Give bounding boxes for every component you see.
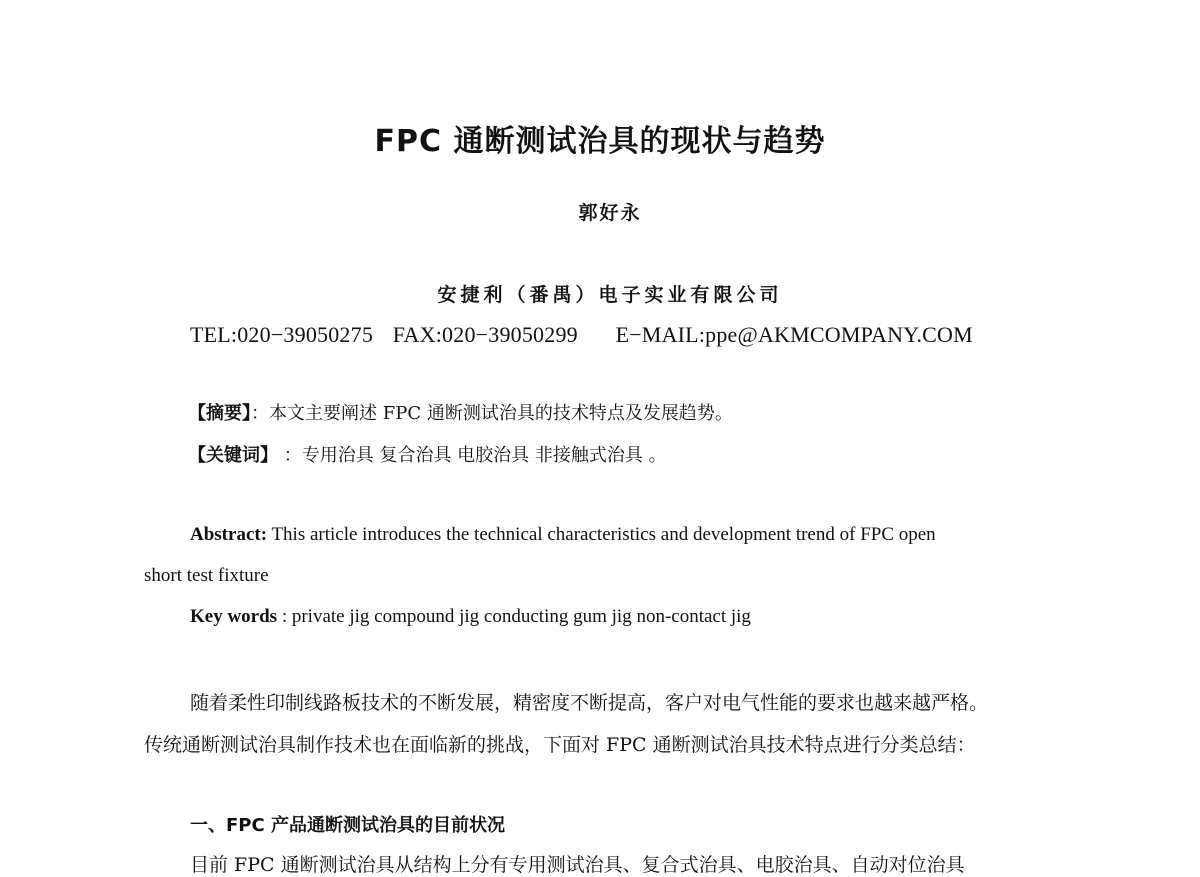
section-first-line: 目前 FPC 通断测试治具从结构上分有专用测试治具、复合式治具、电胶治具、自动对位治具	[190, 854, 965, 876]
company-name: 安捷利（番禺）电子实业有限公司	[437, 284, 783, 306]
contact-email: E−MAIL:ppe@AKMCOMPANY.COM	[615, 322, 973, 347]
body-paragraph-line1: 随着柔性印制线路板技术的不断发展，精密度不断提高，客户对电气性能的要求也越来越严格。	[190, 692, 989, 714]
keywords-cn	[188, 441, 667, 467]
keywords-en-text: : private jig compound jig conducting gum jig non-contact jig	[277, 606, 751, 627]
keywords-cn-label: 【关键词】	[188, 445, 278, 466]
abstract-cn-text: ：本文主要阐述 FPC 通断测试治具的技术特点及发展趋势。	[251, 403, 733, 424]
abstract-en	[190, 524, 936, 546]
abstract-en-line1: This article introduces the technical characteristics and development trend of FPC open	[267, 524, 936, 545]
contact-tel: TEL:020−39050275	[190, 322, 374, 347]
abstract-cn	[188, 399, 733, 425]
abstract-en-label: Abstract:	[190, 524, 268, 545]
keywords-cn-text: ：专用治具 复合治具 电胶治具 非接触式治具 。	[278, 445, 667, 466]
keywords-en-label: Key words	[190, 606, 278, 627]
abstract-cn-label: 【摘要】	[188, 403, 251, 424]
author-name: 郭好永	[578, 202, 642, 224]
abstract-en-line2: short test fixture	[144, 565, 269, 586]
body-paragraph-line2: 传统通断测试治具制作技术也在面临新的挑战，下面对 FPC 通断测试治具技术特点进行分类总结：	[144, 734, 976, 756]
keywords-en	[190, 606, 751, 628]
section-heading: 一、FPC 产品通断测试治具的目前状况	[190, 815, 505, 836]
page-title: FPC 通断测试治具的现状与趋势	[374, 124, 826, 159]
contact-line	[190, 322, 973, 348]
contact-fax: FAX:020−39050299	[392, 322, 578, 347]
